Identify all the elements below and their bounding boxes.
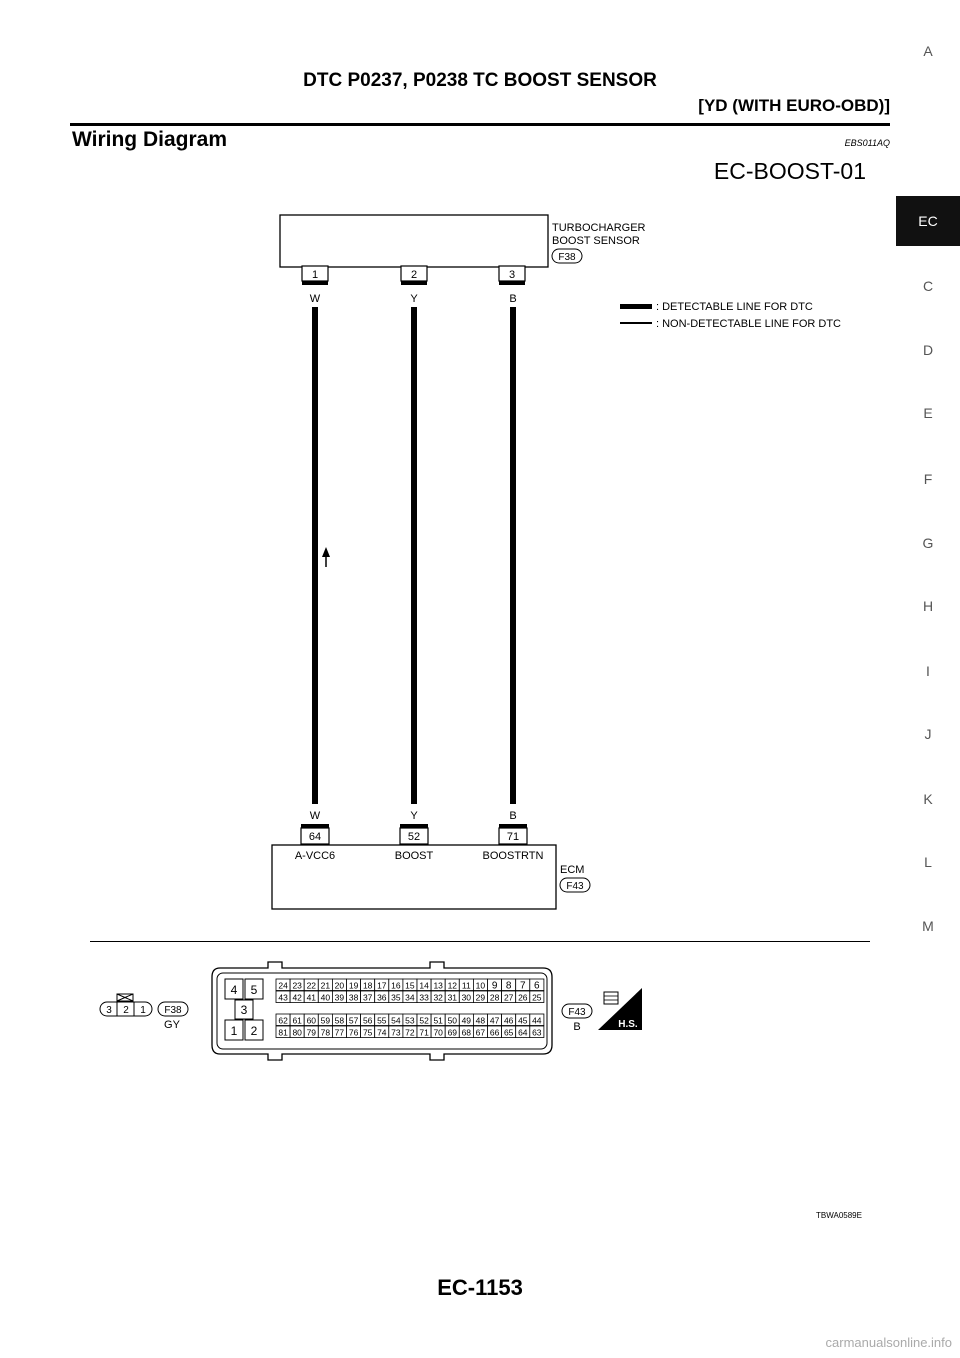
f43-pin-number: 76 <box>348 1027 359 1038</box>
svg-text:F43: F43 <box>568 1007 586 1018</box>
f43-pin-number: 67 <box>475 1027 486 1038</box>
f43-pin-number: 16 <box>391 980 401 991</box>
f43-pin-number: 23 <box>292 980 302 991</box>
ecm-signal-boost: BOOST <box>394 850 434 862</box>
sensor-pin-3 <box>499 266 525 285</box>
side-index-g[interactable]: G <box>922 535 934 551</box>
f43-pin-number: 13 <box>433 980 443 991</box>
f43-pin-number: 80 <box>292 1027 302 1038</box>
f43-pin-number: 58 <box>334 1015 345 1026</box>
sensor-connector-tag <box>552 249 582 263</box>
side-index-l[interactable]: L <box>924 854 932 870</box>
legend-non-detectable-line <box>620 322 652 324</box>
f38-view-pin-3: 3 <box>106 1005 112 1016</box>
f43-pin-number: 20 <box>334 980 345 991</box>
f43-pin-number: 11 <box>461 980 471 991</box>
fuse-symbol-icon <box>117 994 133 1001</box>
f43-pin-number: 8 <box>505 980 512 992</box>
f43-pin-number: 44 <box>532 1015 542 1026</box>
svg-text:64: 64 <box>308 831 322 843</box>
wire-color-bottom-1: W <box>309 810 321 822</box>
f43-pin-number: 38 <box>348 992 359 1003</box>
wire-color-top-2: Y <box>410 293 418 305</box>
document-title: DTC P0237, P0238 TC BOOST SENSOR <box>303 70 657 91</box>
side-index-d[interactable]: D <box>922 342 934 358</box>
ecm-pin-64 <box>301 824 329 844</box>
harness-side-icon <box>598 988 642 1030</box>
f43-view-color: B <box>573 1021 581 1033</box>
sensor-name-line2: BOOST SENSOR <box>552 235 640 247</box>
f43-pin-number: 61 <box>292 1015 302 1026</box>
f43-pin-number: 55 <box>377 1015 387 1026</box>
f43-pin-number: 43 <box>278 992 288 1003</box>
f38-view-pin-2: 2 <box>123 1005 129 1016</box>
svg-text:2: 2 <box>410 269 418 281</box>
f43-pin-number: 59 <box>320 1015 331 1026</box>
f43-pin-number: 72 <box>405 1027 415 1038</box>
wire-color-top-3: B <box>509 293 517 305</box>
wire-color-bottom-3: B <box>509 810 517 822</box>
f43-pin-number: 32 <box>433 992 443 1003</box>
f43-pin-number: 9 <box>491 980 498 992</box>
f43-block-pin-4: 4 <box>230 983 238 997</box>
f43-pin-number: 34 <box>405 992 415 1003</box>
sensor-pin-1 <box>302 266 328 285</box>
f43-pin-number: 35 <box>391 992 401 1003</box>
f43-pin-number: 50 <box>447 1015 458 1026</box>
svg-text:1: 1 <box>311 269 319 281</box>
section-rule <box>90 941 870 942</box>
page-number: EC-1153 <box>437 1275 523 1300</box>
f38-connector-view <box>100 994 188 1031</box>
f43-pin-number: 71 <box>419 1027 429 1038</box>
f43-pin-number: 26 <box>518 992 528 1003</box>
f43-pin-number: 47 <box>489 1015 500 1026</box>
f43-pin-number: 10 <box>475 980 486 991</box>
f43-pin-number: 27 <box>503 992 514 1003</box>
f43-pin-number: 42 <box>292 992 302 1003</box>
f43-pin-number: 68 <box>461 1027 472 1038</box>
f43-pin-number: 29 <box>475 992 486 1003</box>
svg-text:3: 3 <box>508 269 516 281</box>
f43-pin-number: 28 <box>489 992 500 1003</box>
side-index-e[interactable]: E <box>923 405 933 421</box>
document-subtitle: [YD (WITH EURO-OBD)] <box>698 96 890 115</box>
legend-detectable-line <box>620 304 652 309</box>
svg-text:F38: F38 <box>558 252 576 263</box>
f43-view-tag <box>562 1004 592 1033</box>
f43-pin-number: 12 <box>447 980 458 991</box>
f43-pin-number: 65 <box>503 1027 514 1038</box>
wire-w <box>312 307 318 804</box>
svg-text:71: 71 <box>506 831 520 843</box>
f43-pin-number: 73 <box>391 1027 401 1038</box>
f43-pin-number: 6 <box>534 980 540 992</box>
side-index-h[interactable]: H <box>922 598 934 614</box>
side-index-i[interactable]: I <box>926 663 930 679</box>
f43-pin-number: 15 <box>405 980 415 991</box>
diagram-id: EC-BOOST-01 <box>713 158 866 184</box>
f43-pin-number: 24 <box>278 980 288 991</box>
side-index-a[interactable]: A <box>923 43 933 59</box>
f43-pin-number: 37 <box>362 992 373 1003</box>
f43-pin-number: 56 <box>362 1015 373 1026</box>
f43-pin-number: 78 <box>320 1027 331 1038</box>
ecm-signal-a-vcc6: A-VCC6 <box>294 850 336 862</box>
f43-pin-number: 51 <box>433 1015 443 1026</box>
f43-pin-number: 57 <box>348 1015 359 1026</box>
ecm-connector-tag <box>560 878 590 892</box>
f43-pin-number: 79 <box>306 1027 317 1038</box>
f43-block-pin-1: 1 <box>230 1024 238 1038</box>
sensor-pin-2 <box>401 266 427 285</box>
f43-block-pin-2: 2 <box>250 1024 258 1038</box>
f43-pin-number: 45 <box>518 1015 528 1026</box>
sensor-box <box>280 215 548 267</box>
f38-view-pin-1: 1 <box>140 1005 146 1016</box>
f43-pin-number: 52 <box>419 1015 429 1026</box>
legend-detectable-label: : DETECTABLE LINE FOR DTC <box>656 301 813 313</box>
watermark: carmanualsonline.info <box>825 1335 952 1350</box>
f43-pin-number: 64 <box>518 1027 528 1038</box>
ecm-signal-boostrtn: BOOSTRTN <box>482 850 544 862</box>
f43-pin-number: 14 <box>419 980 429 991</box>
f43-pin-number: 49 <box>461 1015 472 1026</box>
f43-pin-number: 33 <box>419 992 429 1003</box>
f43-pin-number: 17 <box>377 980 387 991</box>
svg-text:H.S.: H.S. <box>618 1019 638 1030</box>
ecm-pin-52 <box>400 824 428 844</box>
f43-pin-number: 70 <box>433 1027 443 1038</box>
f43-pin-number: 22 <box>306 980 317 991</box>
f43-pin-number: 46 <box>503 1015 514 1026</box>
f43-pin-number: 36 <box>377 992 387 1003</box>
f43-block-pin-3: 3 <box>240 1003 248 1017</box>
side-index-m[interactable]: M <box>922 918 934 934</box>
f43-connector-view <box>212 962 552 1060</box>
f43-pin-number: 19 <box>348 980 359 991</box>
wire-color-bottom-2: Y <box>410 810 418 822</box>
ecm-pin-71 <box>499 824 527 844</box>
svg-text:52: 52 <box>407 831 421 843</box>
f43-pin-number: 66 <box>489 1027 500 1038</box>
legend-non-detectable-label: : NON-DETECTABLE LINE FOR DTC <box>656 318 841 330</box>
wire-b <box>510 307 516 804</box>
f43-pin-number: 69 <box>447 1027 458 1038</box>
side-index-f[interactable]: F <box>923 471 933 487</box>
f43-pin-number: 18 <box>362 980 373 991</box>
ecm-label: ECM <box>560 864 585 876</box>
f43-block-pin-5: 5 <box>250 983 258 997</box>
f43-pin-number: 60 <box>306 1015 317 1026</box>
wire-y <box>411 307 417 804</box>
f43-pin-number: 75 <box>362 1027 373 1038</box>
side-index-j[interactable]: J <box>924 726 932 742</box>
f43-pin-number: 25 <box>532 992 542 1003</box>
side-index-k[interactable]: K <box>923 791 933 807</box>
section-title: Wiring Diagram <box>72 128 227 151</box>
f38-view-color: GY <box>164 1019 180 1031</box>
section-code: EBS011AQ <box>844 138 890 148</box>
f43-pin-number: 74 <box>377 1027 387 1038</box>
f38-view-id: F38 <box>164 1005 182 1016</box>
f43-pin-number: 77 <box>334 1027 345 1038</box>
sensor-name-line1: TURBOCHARGER <box>552 222 646 234</box>
side-index-ec[interactable]: EC <box>896 196 960 246</box>
f43-pin-number: 40 <box>320 992 331 1003</box>
f43-pin-number: 48 <box>475 1015 486 1026</box>
f43-pin-number: 81 <box>278 1027 288 1038</box>
f43-pin-number: 30 <box>461 992 472 1003</box>
f43-pin-number: 41 <box>306 992 317 1003</box>
svg-text:F43: F43 <box>566 881 584 892</box>
f43-pin-number: 63 <box>532 1027 542 1038</box>
f43-pin-number: 21 <box>320 980 331 991</box>
signal-arrow-icon <box>322 547 330 567</box>
side-index-c[interactable]: C <box>922 278 934 294</box>
image-code: TBWA0589E <box>816 1211 862 1220</box>
f43-pin-number: 53 <box>405 1015 415 1026</box>
f43-pin-number: 31 <box>447 992 458 1003</box>
legend <box>620 301 841 330</box>
f43-pin-number: 62 <box>278 1015 288 1026</box>
wire-color-top-1: W <box>309 293 321 305</box>
f43-pin-number: 7 <box>520 980 526 992</box>
f43-pin-number: 39 <box>334 992 345 1003</box>
f43-pin-number: 54 <box>391 1015 401 1026</box>
